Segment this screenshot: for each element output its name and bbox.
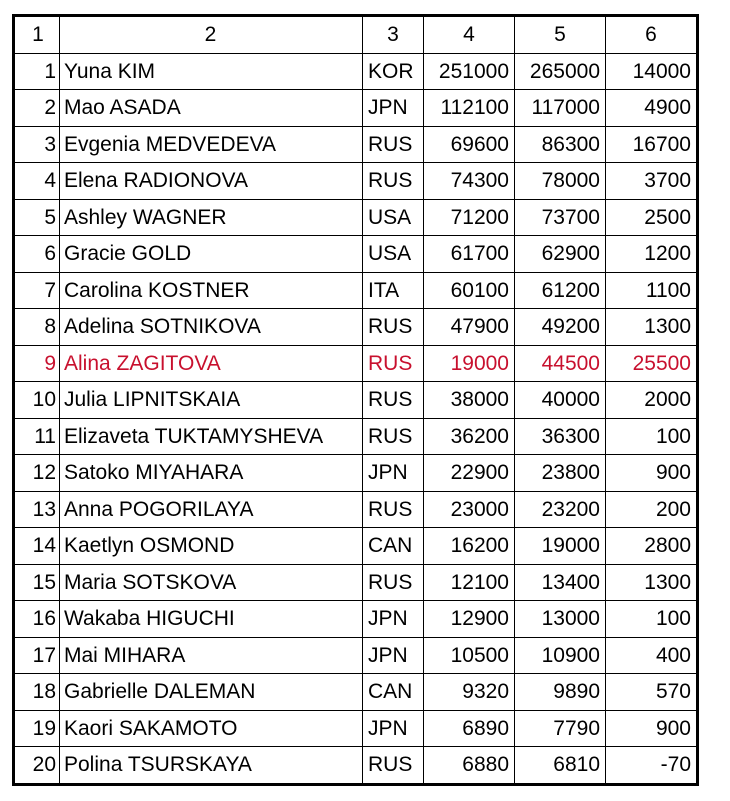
cell-country: JPN bbox=[363, 637, 424, 674]
cell-col-4: 69600 bbox=[424, 126, 515, 163]
table-row bbox=[14, 163, 698, 200]
data-table bbox=[12, 14, 699, 786]
cell-name: Ashley WAGNER bbox=[60, 199, 363, 236]
table-row bbox=[14, 309, 698, 346]
header-col-6: 6 bbox=[606, 16, 698, 54]
table-row bbox=[14, 272, 698, 309]
cell-rank: 20 bbox=[14, 747, 60, 785]
cell-col-4: 16200 bbox=[424, 528, 515, 565]
table-row bbox=[14, 637, 698, 674]
cell-rank: 8 bbox=[14, 309, 60, 346]
cell-rank: 18 bbox=[14, 674, 60, 711]
cell-rank: 13 bbox=[14, 491, 60, 528]
cell-country: RUS bbox=[363, 163, 424, 200]
cell-name: Mao ASADA bbox=[60, 90, 363, 127]
cell-col-5: 49200 bbox=[515, 309, 606, 346]
cell-col-5: 73700 bbox=[515, 199, 606, 236]
cell-country: RUS bbox=[363, 382, 424, 419]
cell-country: JPN bbox=[363, 90, 424, 127]
cell-col-6: 1100 bbox=[606, 272, 698, 309]
table-row bbox=[14, 345, 698, 382]
table-row bbox=[14, 491, 698, 528]
cell-col-4: 22900 bbox=[424, 455, 515, 492]
cell-rank: 14 bbox=[14, 528, 60, 565]
cell-col-4: 61700 bbox=[424, 236, 515, 273]
cell-country: JPN bbox=[363, 710, 424, 747]
table-row bbox=[14, 528, 698, 565]
cell-rank: 12 bbox=[14, 455, 60, 492]
cell-rank: 9 bbox=[14, 345, 60, 382]
cell-name: Mai MIHARA bbox=[60, 637, 363, 674]
cell-col-5: 7790 bbox=[515, 710, 606, 747]
header-col-5: 5 bbox=[515, 16, 606, 54]
cell-rank: 4 bbox=[14, 163, 60, 200]
cell-name: Anna POGORILAYA bbox=[60, 491, 363, 528]
table-row bbox=[14, 53, 698, 90]
cell-name: Elizaveta TUKTAMYSHEVA bbox=[60, 418, 363, 455]
cell-col-6: 100 bbox=[606, 418, 698, 455]
cell-col-4: 251000 bbox=[424, 53, 515, 90]
cell-rank: 2 bbox=[14, 90, 60, 127]
cell-col-6: 900 bbox=[606, 710, 698, 747]
cell-country: RUS bbox=[363, 418, 424, 455]
cell-name: Gracie GOLD bbox=[60, 236, 363, 273]
table-row bbox=[14, 418, 698, 455]
table-wrapper bbox=[12, 14, 699, 786]
cell-col-5: 13400 bbox=[515, 564, 606, 601]
cell-col-5: 10900 bbox=[515, 637, 606, 674]
table-row bbox=[14, 710, 698, 747]
cell-name: Polina TSURSKAYA bbox=[60, 747, 363, 785]
cell-country: KOR bbox=[363, 53, 424, 90]
cell-col-5: 44500 bbox=[515, 345, 606, 382]
cell-country: RUS bbox=[363, 747, 424, 785]
cell-col-5: 78000 bbox=[515, 163, 606, 200]
header-col-2: 2 bbox=[60, 16, 363, 54]
cell-col-5: 13000 bbox=[515, 601, 606, 638]
cell-col-4: 12100 bbox=[424, 564, 515, 601]
cell-col-6: 200 bbox=[606, 491, 698, 528]
cell-rank: 17 bbox=[14, 637, 60, 674]
header-col-4: 4 bbox=[424, 16, 515, 54]
cell-name: Kaori SAKAMOTO bbox=[60, 710, 363, 747]
cell-col-6: 570 bbox=[606, 674, 698, 711]
table-row bbox=[14, 236, 698, 273]
cell-rank: 3 bbox=[14, 126, 60, 163]
cell-col-6: 100 bbox=[606, 601, 698, 638]
cell-col-5: 265000 bbox=[515, 53, 606, 90]
cell-col-5: 19000 bbox=[515, 528, 606, 565]
table-row bbox=[14, 126, 698, 163]
table-row bbox=[14, 199, 698, 236]
cell-rank: 5 bbox=[14, 199, 60, 236]
cell-name: Carolina KOSTNER bbox=[60, 272, 363, 309]
cell-col-6: 3700 bbox=[606, 163, 698, 200]
header-col-3: 3 bbox=[363, 16, 424, 54]
cell-name: Satoko MIYAHARA bbox=[60, 455, 363, 492]
cell-country: CAN bbox=[363, 528, 424, 565]
cell-rank: 6 bbox=[14, 236, 60, 273]
cell-col-4: 38000 bbox=[424, 382, 515, 419]
cell-col-6: 900 bbox=[606, 455, 698, 492]
cell-col-4: 112100 bbox=[424, 90, 515, 127]
cell-name: Gabrielle DALEMAN bbox=[60, 674, 363, 711]
table-row bbox=[14, 90, 698, 127]
table-row bbox=[14, 747, 698, 785]
cell-col-6: 2000 bbox=[606, 382, 698, 419]
cell-name: Adelina SOTNIKOVA bbox=[60, 309, 363, 346]
cell-col-6: 14000 bbox=[606, 53, 698, 90]
cell-name: Maria SOTSKOVA bbox=[60, 564, 363, 601]
cell-col-6: 2500 bbox=[606, 199, 698, 236]
cell-col-6: 1200 bbox=[606, 236, 698, 273]
cell-col-6: 4900 bbox=[606, 90, 698, 127]
cell-country: RUS bbox=[363, 491, 424, 528]
cell-col-4: 74300 bbox=[424, 163, 515, 200]
cell-col-6: 16700 bbox=[606, 126, 698, 163]
cell-col-5: 40000 bbox=[515, 382, 606, 419]
cell-country: USA bbox=[363, 236, 424, 273]
cell-rank: 16 bbox=[14, 601, 60, 638]
cell-col-5: 9890 bbox=[515, 674, 606, 711]
cell-col-5: 117000 bbox=[515, 90, 606, 127]
cell-col-4: 36200 bbox=[424, 418, 515, 455]
cell-col-6: 2800 bbox=[606, 528, 698, 565]
table-row bbox=[14, 455, 698, 492]
table-body bbox=[14, 53, 698, 784]
cell-rank: 19 bbox=[14, 710, 60, 747]
header-row bbox=[14, 16, 698, 54]
cell-col-6: -70 bbox=[606, 747, 698, 785]
cell-col-5: 86300 bbox=[515, 126, 606, 163]
cell-country: JPN bbox=[363, 455, 424, 492]
cell-col-6: 400 bbox=[606, 637, 698, 674]
cell-country: ITA bbox=[363, 272, 424, 309]
cell-name: Kaetlyn OSMOND bbox=[60, 528, 363, 565]
cell-col-6: 1300 bbox=[606, 564, 698, 601]
cell-col-6: 1300 bbox=[606, 309, 698, 346]
table-row bbox=[14, 601, 698, 638]
cell-name: Wakaba HIGUCHI bbox=[60, 601, 363, 638]
table-row bbox=[14, 382, 698, 419]
cell-col-4: 71200 bbox=[424, 199, 515, 236]
cell-country: RUS bbox=[363, 345, 424, 382]
cell-col-5: 23200 bbox=[515, 491, 606, 528]
cell-col-4: 12900 bbox=[424, 601, 515, 638]
table-row bbox=[14, 564, 698, 601]
cell-col-5: 36300 bbox=[515, 418, 606, 455]
cell-col-5: 62900 bbox=[515, 236, 606, 273]
cell-rank: 11 bbox=[14, 418, 60, 455]
cell-name: Julia LIPNITSKAIA bbox=[60, 382, 363, 419]
cell-name: Elena RADIONOVA bbox=[60, 163, 363, 200]
cell-rank: 7 bbox=[14, 272, 60, 309]
cell-name: Evgenia MEDVEDEVA bbox=[60, 126, 363, 163]
cell-col-4: 10500 bbox=[424, 637, 515, 674]
cell-col-5: 61200 bbox=[515, 272, 606, 309]
table-row bbox=[14, 674, 698, 711]
cell-country: RUS bbox=[363, 564, 424, 601]
cell-col-4: 47900 bbox=[424, 309, 515, 346]
cell-col-4: 6890 bbox=[424, 710, 515, 747]
cell-col-4: 60100 bbox=[424, 272, 515, 309]
cell-country: RUS bbox=[363, 126, 424, 163]
cell-country: RUS bbox=[363, 309, 424, 346]
cell-name: Yuna KIM bbox=[60, 53, 363, 90]
cell-country: CAN bbox=[363, 674, 424, 711]
cell-rank: 15 bbox=[14, 564, 60, 601]
cell-country: USA bbox=[363, 199, 424, 236]
cell-col-4: 9320 bbox=[424, 674, 515, 711]
cell-col-6: 25500 bbox=[606, 345, 698, 382]
cell-col-5: 23800 bbox=[515, 455, 606, 492]
cell-col-4: 19000 bbox=[424, 345, 515, 382]
cell-col-4: 23000 bbox=[424, 491, 515, 528]
cell-country: JPN bbox=[363, 601, 424, 638]
cell-name: Alina ZAGITOVA bbox=[60, 345, 363, 382]
cell-col-4: 6880 bbox=[424, 747, 515, 785]
cell-rank: 10 bbox=[14, 382, 60, 419]
cell-rank: 1 bbox=[14, 53, 60, 90]
header-col-1: 1 bbox=[14, 16, 60, 54]
cell-col-5: 6810 bbox=[515, 747, 606, 785]
